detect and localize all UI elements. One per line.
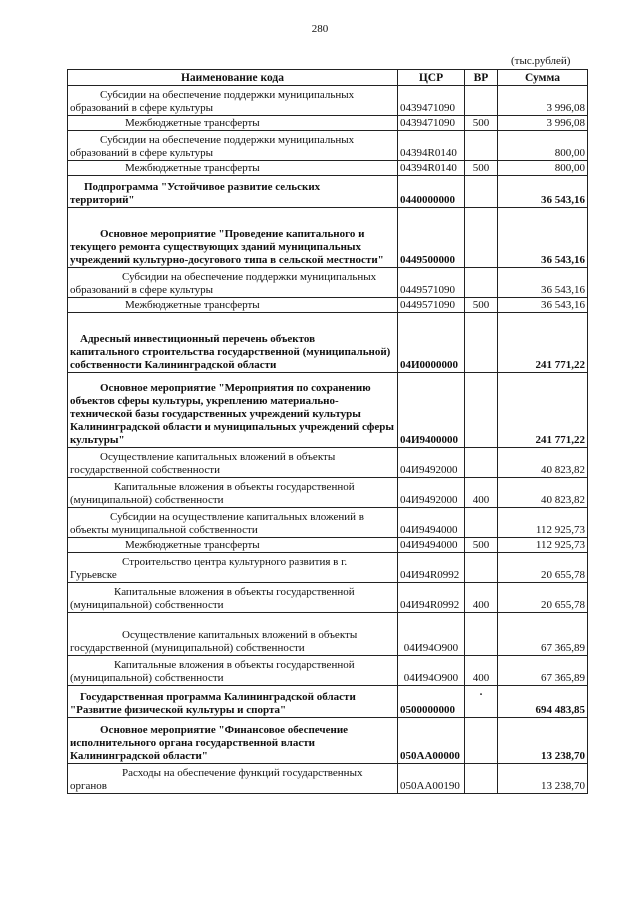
row-vr: 400 [465,656,498,686]
row-name-line2: "Развитие физической культуры и спорта" [70,704,287,716]
row-name-line2: (муниципальной) собственности [70,494,224,506]
row-csr: 0439471090 [398,116,465,131]
row-name-line2: капитального строительства государственной (муниципальной) собственности Калининградской области [70,346,391,371]
row-csr: 04И9492000 [398,478,465,508]
row-vr: 500 [465,161,498,176]
row-name [68,656,398,686]
row-csr: 0439471090 [398,86,465,116]
row-sum: 800,00 [498,131,588,161]
header-vr: ВР [465,70,498,86]
row-csr: 0440000000 [398,176,465,208]
row-sum: 694 483,85 [498,686,588,718]
row-vr [465,448,498,478]
table-row [68,373,588,448]
row-name [68,268,398,298]
row-name: Межбюджетные трансферты [68,298,398,313]
row-name-line2: территорий" [70,194,135,206]
row-vr [465,176,498,208]
row-name [68,373,398,448]
row-sum: 13 238,70 [498,764,588,794]
row-name-line2: объекты муниципальной собственности [70,524,258,536]
row-vr: 500 [465,116,498,131]
row-name-line1: Субсидии на обеспечение поддержки муниципальных [100,134,355,146]
unit-note: (тыс.рублей) [511,55,571,67]
row-name-line2: (муниципальной) собственности [70,599,224,611]
row-vr [465,373,498,448]
row-csr: 04394R0140 [398,161,465,176]
table-row [68,298,588,313]
row-sum: 241 771,22 [498,373,588,448]
table-row [68,656,588,686]
row-csr: 0449571090 [398,268,465,298]
row-name: Межбюджетные трансферты [68,116,398,131]
table-row [68,478,588,508]
row-vr: 400 [465,478,498,508]
row-name-line2: объектов сферы культуры, укреплению материально-технической базы государственных учреждений культуры Калининградской области и муниципальных учреждений сферы культуры" [70,395,394,446]
row-sum: 40 823,82 [498,478,588,508]
table-row [68,718,588,764]
table-row [68,208,588,268]
row-name [68,208,398,268]
row-name [68,686,398,718]
row-sum: 20 655,78 [498,583,588,613]
row-vr: 500 [465,538,498,553]
row-name [68,764,398,794]
table-row [68,161,588,176]
row-name-line1: Капитальные вложения в объекты государственной [114,481,355,493]
row-vr [465,208,498,268]
row-name-line2: государственной собственности [70,464,220,476]
row-name-line1: Расходы на обеспечение функций государственных [122,767,363,779]
row-name-line2: органов [70,780,107,792]
row-vr [465,718,498,764]
row-csr: 0449500000 [398,208,465,268]
row-sum: 112 925,73 [498,508,588,538]
row-name-line1: Строительство центра культурного развития в г. [122,556,348,568]
row-sum: 112 925,73 [498,538,588,553]
row-name [68,131,398,161]
row-name-line1: Осуществление капитальных вложений в объекты [100,451,336,463]
row-sum: 3 996,08 [498,86,588,116]
table-row [68,131,588,161]
row-name [68,553,398,583]
row-name-line2: государственной (муниципальной) собственности [70,642,305,654]
row-name-line1: Государственная программа Калининградской области [80,691,356,703]
row-name [68,448,398,478]
row-vr: 500 [465,298,498,313]
table-row [68,176,588,208]
table-row [68,553,588,583]
row-vr [465,131,498,161]
row-name [68,718,398,764]
row-sum: 40 823,82 [498,448,588,478]
row-vr [465,313,498,373]
row-name-line1: Субсидии на осуществление капитальных вложений в [110,511,364,523]
row-name: Межбюджетные трансферты [68,161,398,176]
header-csr: ЦСР [398,70,465,86]
row-csr: 04И94R0992 [398,553,465,583]
row-sum: 241 771,22 [498,313,588,373]
row-csr: 04И9492000 [398,448,465,478]
row-csr: 04394R0140 [398,131,465,161]
header-sum: Сумма [498,70,588,86]
table-row [68,448,588,478]
row-sum: 20 655,78 [498,553,588,583]
row-vr [465,508,498,538]
table-row [68,313,588,373]
row-csr: 0449571090 [398,298,465,313]
row-sum: 36 543,16 [498,298,588,313]
row-name-line2: образований в сфере культуры [70,147,214,159]
row-vr [465,86,498,116]
page-number: 280 [311,23,329,35]
row-csr: 04И9494000 [398,538,465,553]
row-name-line1: Основное мероприятие "Мероприятия по сохранению [100,382,371,394]
row-csr: 04И94О900 [398,613,465,656]
row-csr: 04И94R0992 [398,583,465,613]
row-name-line1: Подпрограмма "Устойчивое развитие сельских [84,181,321,193]
row-name [68,176,398,208]
row-name-line1: Адресный инвестиционный перечень объектов [80,333,316,345]
row-name [68,86,398,116]
row-vr [465,764,498,794]
row-sum: 800,00 [498,161,588,176]
row-name-line1: Основное мероприятие "Проведение капитального и [100,228,365,240]
row-csr: 04И0000000 [398,313,465,373]
table-row [68,764,588,794]
table-row [68,613,588,656]
budget-table [67,69,588,794]
row-sum: 67 365,89 [498,613,588,656]
row-name-line2: (муниципальной) собственности [70,672,224,684]
row-vr [465,553,498,583]
header-name: Наименование кода [68,70,398,86]
row-name [68,613,398,656]
row-sum: 3 996,08 [498,116,588,131]
row-sum: 36 543,16 [498,268,588,298]
row-name [68,583,398,613]
row-name-line2: исполнительного органа государственной власти Калининградской области" [70,737,315,762]
table-row [68,538,588,553]
row-vr [465,268,498,298]
row-name [68,313,398,373]
row-name-line2: текущего ремонта существующих зданий муниципальных учреждений культурно-досугового типа в сельской местности" [70,241,384,266]
row-csr: 0500000000 [398,686,465,718]
row-sum: 13 238,70 [498,718,588,764]
row-name-line2: образований в сфере культуры [70,284,214,296]
row-csr: 050АА00190 [398,764,465,794]
row-name [68,478,398,508]
table-row [68,508,588,538]
table-row [68,268,588,298]
row-vr [465,613,498,656]
row-sum: 36 543,16 [498,208,588,268]
row-vr: 400 [465,583,498,613]
table-row [68,583,588,613]
row-name-line2: образований в сфере культуры [70,102,214,114]
row-name-line1: Капитальные вложения в объекты государственной [114,586,355,598]
row-name-line1: Капитальные вложения в объекты государственной [114,659,355,671]
row-csr: 04И9494000 [398,508,465,538]
row-sum: 36 543,16 [498,176,588,208]
row-name-line1: Основное мероприятие "Финансовое обеспечение [100,724,349,736]
table-row [68,116,588,131]
table-header-row [68,70,588,86]
row-vr: . [465,686,498,718]
row-name-line1: Субсидии на обеспечение поддержки муниципальных [100,89,355,101]
row-name: Межбюджетные трансферты [68,538,398,553]
row-csr: 04И94О900 [398,656,465,686]
table-row [68,86,588,116]
row-name-line1: Осуществление капитальных вложений в объекты [122,629,358,641]
row-name-line2: Гурьевске [70,569,117,581]
row-csr: 050АА00000 [398,718,465,764]
table-row [68,686,588,718]
row-name-line1: Субсидии на обеспечение поддержки муниципальных [122,271,377,283]
row-sum: 67 365,89 [498,656,588,686]
row-name [68,508,398,538]
row-csr: 04И9400000 [398,373,465,448]
